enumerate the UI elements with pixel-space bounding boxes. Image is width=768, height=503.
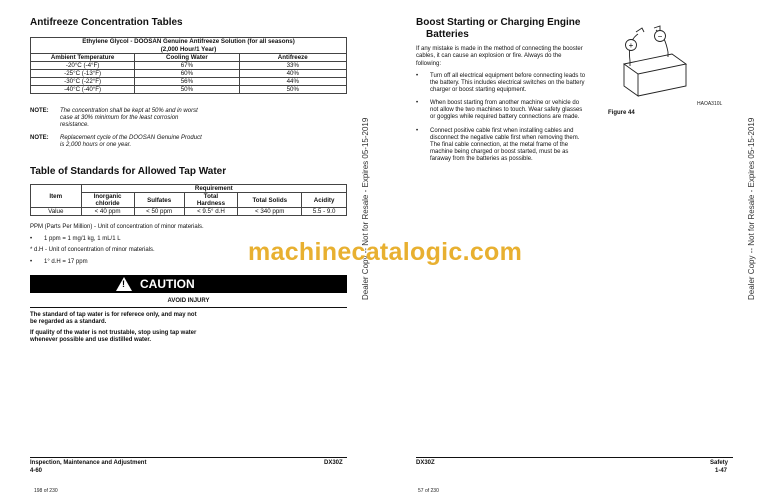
caution-para-1: The standard of tap water is for referece only, and may not be regarded as a standard. (30, 312, 197, 325)
svg-text:−: − (657, 32, 663, 41)
list-item: • Turn off all electrical equipment before connecting leads to the battery. This includes electrical switches on the battery charger or boost starting equipment. (416, 73, 586, 93)
note-concentration: NOTE: The concentration shall be kept at 50% and in worst case at 30% minimum for the least corrosion resistance. (30, 108, 198, 128)
right-page (384, 0, 768, 503)
table-header-row: Ambient Temperature Cooling Water Antifreeze (31, 54, 347, 62)
footer-rule (30, 457, 347, 458)
dealer-copy-watermark: Dealer Copy -- Not for Resale - Expires 05-15-2019 (747, 117, 756, 300)
antifreeze-table (30, 37, 347, 94)
boost-title: Boost Starting or Charging Engine Batteries (416, 17, 581, 40)
pdf-page-number: 198 of 230 (34, 488, 58, 494)
ppm-note: PPM (Parts Per Million) - Unit of concentration of minor materials. (30, 224, 204, 230)
table-row: -20°C (-4°F) 67% 33% (31, 62, 347, 70)
table-row: -25°C (-13°F) 60% 40% (31, 70, 347, 78)
avoid-injury: AVOID INJURY (167, 298, 210, 304)
footer-section: Safety (710, 460, 729, 466)
note-replacement: NOTE: Replacement cycle of the DOOSAN Genuine Product is 2,000 hours or one year. (30, 135, 202, 148)
tap-water-title: Table of Standards for Allowed Tap Water (30, 166, 227, 177)
antifreeze-title: Antifreeze Concentration Tables (30, 17, 183, 28)
tap-water-table: Item Requirement Inorganic chloride Sulfates Total Hardness Total Solids Acidity Value < 40 ppm < 50 ppm < 9.5° d.H < 340 ppm 5.5 - 9.0 (30, 184, 347, 216)
list-item: • Connect positive cable first when installing cables and disconnect the negative cable first when removing them. The final cable connection, at the metal frame of the machine being charged or boost started, must be as faraway from the batteries as possible. (416, 128, 580, 162)
boost-intro: If any mistake is made in the method of connecting the booster cables, it can cause an explosion or fire. Always do the following: (416, 46, 583, 67)
site-watermark: machinecatalogic.com (248, 238, 523, 266)
pdf-page-number: 57 of 230 (418, 488, 439, 494)
caution-divider (30, 307, 347, 308)
ppm-bullet: • 1 ppm = 1 mg/1 kg, 1 mL/1 L (30, 236, 121, 242)
caution-banner: ! CAUTION (30, 275, 347, 293)
footer-model: DX30Z (416, 460, 435, 466)
table-row: -30°C (-22°F) 56% 44% (31, 78, 347, 86)
footer-rule (416, 457, 733, 458)
battery-illustration (608, 24, 698, 104)
table-row: Value < 40 ppm < 50 ppm < 9.5° d.H < 340 ppm 5.5 - 9.0 (31, 208, 347, 216)
dh-bullet: • 1° d.H = 17 ppm (30, 259, 88, 265)
dh-note: * d.H - Unit of concentration of minor materials. (30, 247, 155, 253)
svg-text:+: + (628, 41, 634, 50)
footer-page: 1-47 (715, 468, 728, 474)
footer-page: 4-60 (30, 468, 43, 474)
footer-model: DX30Z (324, 460, 343, 466)
dealer-copy-watermark: Dealer Copy -- Not for Resale - Expires 05-15-2019 (361, 117, 370, 300)
figure-code: HAOA310L (697, 101, 723, 107)
antifreeze-caption: Ethylene Glycol - DOOSAN Genuine Antifreeze Solution (for all seasons) (2,000 Hour/1 Year) (31, 38, 347, 54)
list-item: • When boost starting from another machine or vehicle do not allow the two machines to touch. Wear safety glasses or goggles while required battery connections are made. (416, 100, 583, 120)
caution-para-2: If quality of the water is not trustable, stop using tap water whenever possible and use distilled water. (30, 330, 197, 343)
table-header-row: Inorganic chloride Sulfates Total Hardness Total Solids Acidity (31, 193, 347, 208)
table-row: -40°C (-40°F) 50% 50% (31, 86, 347, 94)
figure-label: Figure 44 (608, 110, 635, 116)
footer-section: Inspection, Maintenance and Adjustment (30, 460, 147, 466)
